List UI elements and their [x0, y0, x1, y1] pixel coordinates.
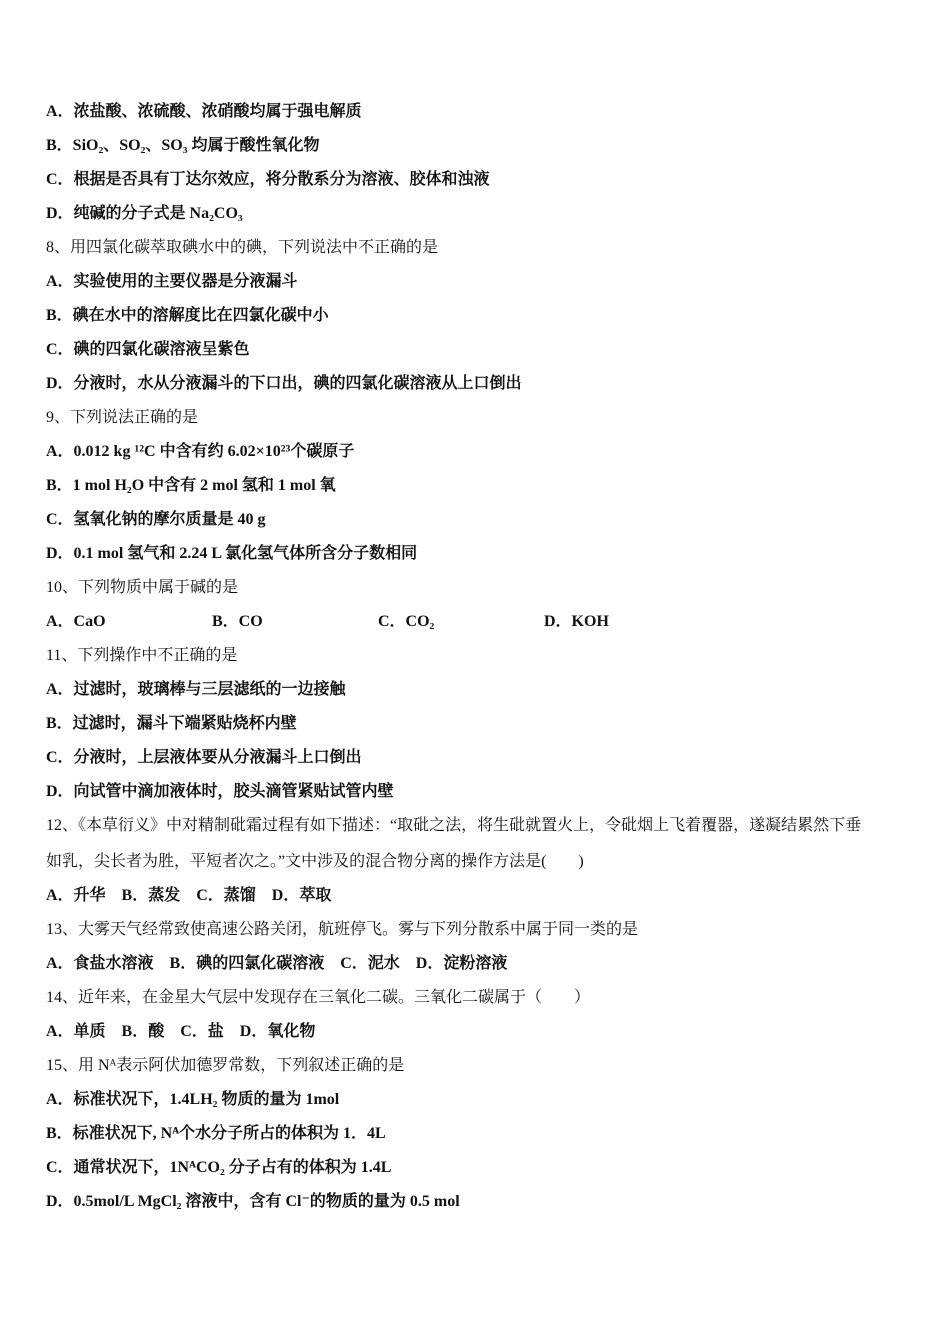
- answer-option: B．过滤时，漏斗下端紧贴烧杯内壁: [46, 715, 297, 732]
- answer-option: D．0.1 mol 氢气和 2.24 L 氯化氢气体所含分子数相同: [46, 545, 418, 562]
- answer-option: A．0.012 kg ¹²C 中含有约 6.02×10²³个碳原子: [46, 443, 355, 460]
- answer-option: A．标准状况下，1.4LH₂ 物质的量为 1mol: [46, 1091, 340, 1108]
- answer-option: D．KOH: [544, 613, 609, 630]
- document-body: [46, 100, 916, 1224]
- question-stem: 9、下列说法正确的是: [46, 409, 199, 426]
- answer-option: D．纯碱的分子式是 Na₂CO₃: [46, 205, 243, 222]
- question-stem: 如乳，尖长者为胜，平短者次之。”文中涉及的混合物分离的操作方法是( ): [46, 853, 584, 870]
- answer-option: B．标准状况下, Nᴬ个水分子所占的体积为 1．4L: [46, 1125, 386, 1142]
- answer-option: B．碘在水中的溶解度比在四氯化碳中小: [46, 307, 329, 324]
- question-stem: 11、下列操作中不正确的是: [46, 647, 238, 664]
- question-stem: 14、近年来，在金星大气层中发现存在三氧化二碳。三氧化二碳属于（ ）: [46, 989, 591, 1006]
- answer-option: D．分液时，水从分液漏斗的下口出，碘的四氯化碳溶液从上口倒出: [46, 375, 522, 392]
- answer-option: C．碘的四氯化碳溶液呈紫色: [46, 341, 250, 358]
- answer-option: B．SiO₂、SO₂、SO₃ 均属于酸性氧化物: [46, 137, 320, 154]
- question-stem: 12、《本草衍义》中对精制砒霜过程有如下描述：“取砒之法，将生砒就置火上，令砒烟上飞着覆器，遂凝结累然下垂: [46, 817, 862, 834]
- answer-option: B．1 mol H₂O 中含有 2 mol 氢和 1 mol 氧: [46, 477, 336, 494]
- question-stem: 15、用 Nᴬ表示阿伏加德罗常数，下列叙述正确的是: [46, 1057, 405, 1074]
- question-stem: 8、用四氯化碳萃取碘水中的碘，下列说法中不正确的是: [46, 239, 439, 256]
- question-stem: 13、大雾天气经常致使高速公路关闭，航班停飞。雾与下列分散系中属于同一类的是: [46, 921, 639, 938]
- answer-option: C．分液时，上层液体要从分液漏斗上口倒出: [46, 749, 362, 766]
- answer-option: A．CaO: [46, 613, 106, 630]
- answer-option: A．浓盐酸、浓硫酸、浓硝酸均属于强电解质: [46, 103, 362, 120]
- answer-option: A．单质 B．酸 C．盐 D．氧化物: [46, 1023, 316, 1040]
- answer-option: B．CO: [212, 613, 263, 630]
- answer-option: A．升华 B．蒸发 C．蒸馏 D．萃取: [46, 887, 332, 904]
- option-row: [46, 610, 916, 644]
- answer-option: A．实验使用的主要仪器是分液漏斗: [46, 273, 298, 290]
- answer-option: D．0.5mol/L MgCl₂ 溶液中，含有 Cl⁻的物质的量为 0.5 mol: [46, 1193, 460, 1210]
- answer-option: C．氢氧化钠的摩尔质量是 40 g: [46, 511, 266, 528]
- answer-option: D．向试管中滴加液体时，胶头滴管紧贴试管内壁: [46, 783, 394, 800]
- answer-option: C．通常状况下，1NᴬCO₂ 分子占有的体积为 1.4L: [46, 1159, 392, 1176]
- answer-option: A．过滤时，玻璃棒与三层滤纸的一边接触: [46, 681, 346, 698]
- answer-option: C．根据是否具有丁达尔效应，将分散系分为溶液、胶体和浊液: [46, 171, 490, 188]
- answer-option: C．CO₂: [378, 613, 435, 630]
- answer-option: A．食盐水溶液 B．碘的四氯化碳溶液 C．泥水 D．淀粉溶液: [46, 955, 508, 972]
- question-stem: 10、下列物质中属于碱的是: [46, 579, 239, 596]
